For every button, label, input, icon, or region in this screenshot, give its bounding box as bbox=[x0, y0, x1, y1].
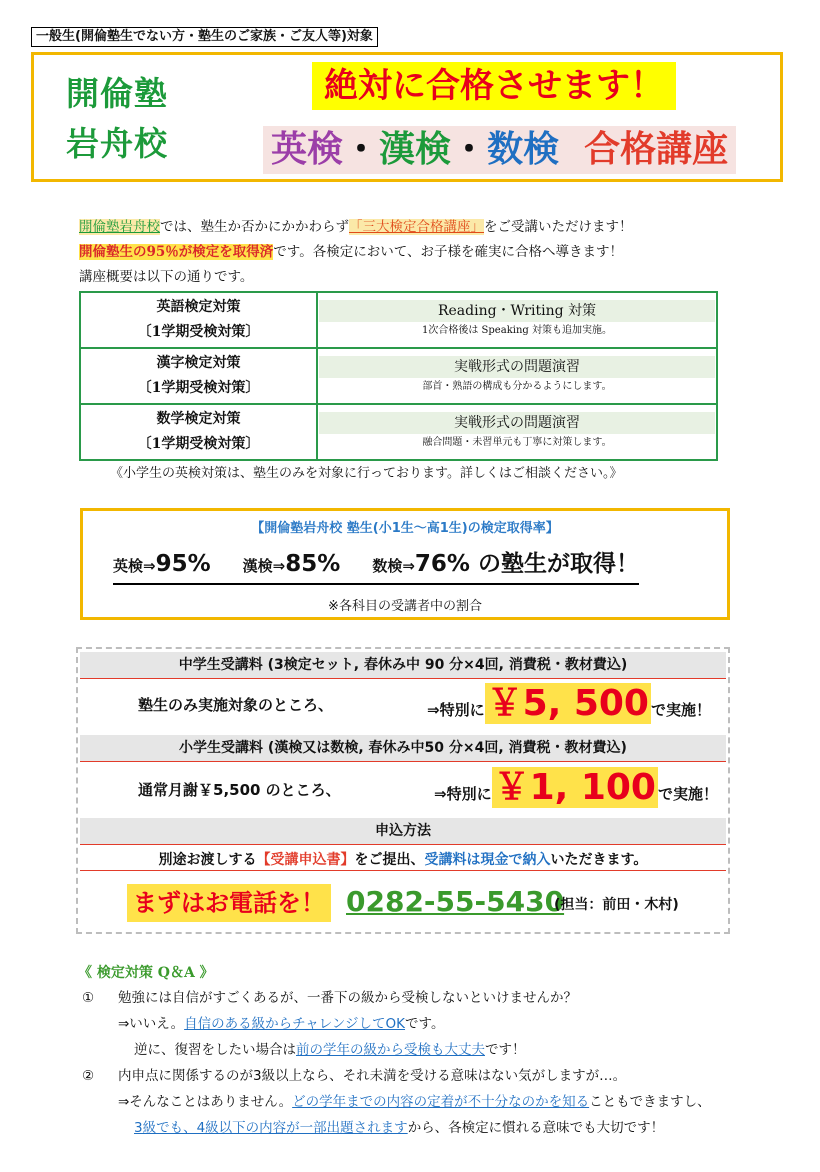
target-audience-tag: 一般生(開倫塾生でない方・塾生のご家族・ご友人等)対象 bbox=[31, 27, 378, 47]
answer-text: から、各検定に慣れる意味でも大切です！ bbox=[407, 1120, 665, 1136]
suken-rate-label: 数検⇒ bbox=[372, 557, 415, 575]
answer-text: です。 bbox=[405, 1016, 445, 1032]
app-text: をご提出、 bbox=[354, 852, 425, 868]
course-name: 英語検定対策 bbox=[156, 299, 241, 315]
qa-number: ② bbox=[82, 1068, 95, 1084]
elementary-fee-offer bbox=[434, 768, 718, 808]
qa-question-1: 勉強には自信がすごくあるが、一番下の級から受検しないといけませんか？ bbox=[118, 990, 577, 1006]
phone-number[interactable]: 0282-55-5430 bbox=[346, 885, 565, 918]
middle-price: ￥5, 500 bbox=[486, 683, 649, 724]
course-main: 実戦形式の問題演習 bbox=[319, 356, 715, 378]
kanken-rate-value: 85% bbox=[285, 551, 341, 577]
offer-end: で実施！ bbox=[650, 701, 711, 719]
divider bbox=[80, 678, 726, 679]
app-text: 別途お渡しする bbox=[158, 852, 257, 868]
answer-highlight: 前の学年の級から受検も大丈夫 bbox=[296, 1042, 485, 1058]
answer-text: ⇒いいえ。 bbox=[118, 1016, 185, 1032]
course-term: 〔1学期受検対策〕 bbox=[137, 324, 260, 340]
offer-end: で実施！ bbox=[657, 785, 718, 803]
intro-text: をご受講いただけます！ bbox=[484, 219, 633, 235]
table-row bbox=[80, 292, 717, 348]
course-sub: 1次合格後は Speaking 対策も追加実施。 bbox=[422, 325, 612, 336]
middle-fee-condition: 塾生のみ実施対象のところ、 bbox=[138, 696, 334, 714]
course-main: 実戦形式の問題演習 bbox=[319, 412, 715, 434]
dot-separator: ・ bbox=[451, 129, 488, 170]
course-name: 数学検定対策 bbox=[156, 411, 241, 427]
application-instructions bbox=[80, 849, 726, 869]
special-label: ⇒特別に bbox=[434, 785, 492, 803]
course-name-cell bbox=[80, 292, 317, 348]
special-label: ⇒特別に bbox=[427, 701, 485, 719]
course-sub: 融合問題・未習単元も丁寧に対策します。 bbox=[422, 437, 612, 448]
answer-highlight: 3級でも、4級以下の内容が一部出題されます bbox=[134, 1120, 408, 1136]
course-detail-cell bbox=[317, 348, 717, 404]
rate-suffix: の塾生が取得！ bbox=[478, 551, 639, 577]
rate-title: 【開倫塾岩舟校 塾生(小1生～高1生)の検定取得率】 bbox=[251, 521, 559, 536]
table-row bbox=[80, 348, 717, 404]
course-term: 〔1学期受検対策〕 bbox=[137, 380, 260, 396]
course-name: 漢字検定対策 bbox=[156, 355, 241, 371]
course-name-cell bbox=[80, 348, 317, 404]
eiken-label: 英検 bbox=[271, 129, 344, 170]
table-row bbox=[80, 404, 717, 460]
dot-separator: ・ bbox=[343, 129, 380, 170]
course-note: 《小学生の英検対策は、塾生のみを対象に行っております。詳しくはご相談ください。》 bbox=[110, 466, 623, 481]
elementary-fee-condition: 通常月謝￥5,500 のところ、 bbox=[138, 781, 341, 799]
qa-answer-2 bbox=[118, 1090, 711, 1114]
qa-title: 《 検定対策 Q＆A 》 bbox=[78, 965, 214, 981]
payment-label: 受講料は現金で納入 bbox=[424, 852, 551, 868]
answer-highlight: どの学年までの内容の定着が不十分なのかを知る bbox=[292, 1094, 590, 1110]
eiken-rate-label: 英検⇒ bbox=[113, 557, 156, 575]
kanken-rate-label: 漢検⇒ bbox=[242, 557, 286, 575]
app-text: いただきます。 bbox=[550, 852, 648, 868]
eiken-rate-value: 95% bbox=[155, 551, 211, 577]
middle-school-fee-header: 中学生受講料 (3検定セット, 春休み中 90 分×4回, 消費税・教材費込) bbox=[80, 652, 726, 678]
qa-answer-1b bbox=[134, 1038, 526, 1062]
intro-course-name: 「三大検定合格講座」 bbox=[349, 219, 484, 235]
intro-line-3: 講座概要は以下の通りです。 bbox=[79, 269, 254, 285]
middle-fee-offer bbox=[427, 684, 711, 724]
intro-text: です。各検定において、お子様を確実に合格へ導きます！ bbox=[273, 244, 623, 260]
kanken-label: 漢検 bbox=[379, 129, 452, 170]
qa-number: ① bbox=[82, 990, 95, 1006]
course-detail-cell bbox=[317, 292, 717, 348]
course-main: Reading・Writing 対策 bbox=[319, 300, 715, 322]
divider bbox=[80, 761, 726, 762]
call-prompt: まずはお電話を！ bbox=[127, 884, 331, 922]
course-table bbox=[79, 291, 718, 461]
school-name-line1: 開倫塾 bbox=[66, 74, 168, 113]
divider bbox=[80, 870, 726, 871]
application-form-label: 【受講申込書】 bbox=[256, 852, 355, 868]
school-name-line2: 岩舟校 bbox=[66, 124, 168, 163]
divider bbox=[80, 844, 726, 845]
rate-line bbox=[113, 547, 639, 585]
elementary-fee-header: 小学生受講料 (漢検又は数検, 春休み中50 分×4回, 消費税・教材費込) bbox=[80, 735, 726, 761]
answer-text: こともできますし、 bbox=[589, 1094, 711, 1110]
answer-highlight: 自信のある級からチャレンジしてOK bbox=[184, 1016, 406, 1032]
intro-line-1 bbox=[79, 216, 633, 239]
course-label: 合格講座 bbox=[584, 129, 729, 170]
rate-note: ※各科目の受講者中の割合 bbox=[328, 599, 482, 614]
intro-line-2 bbox=[79, 241, 623, 264]
intro-school: 開倫塾岩舟校 bbox=[79, 219, 160, 235]
qa-answer-2b bbox=[134, 1116, 664, 1140]
answer-text: 逆に、復習をしたい場合は bbox=[134, 1042, 296, 1058]
answer-text: です！ bbox=[485, 1042, 526, 1058]
elementary-price: ￥1, 100 bbox=[493, 767, 656, 808]
course-detail-cell bbox=[317, 404, 717, 460]
qa-answer-1 bbox=[118, 1012, 444, 1036]
contact-persons: (担当：前田・木村) bbox=[554, 897, 679, 913]
course-term: 〔1学期受検対策〕 bbox=[137, 436, 260, 452]
answer-text: ⇒そんなことはありません。 bbox=[118, 1094, 293, 1110]
course-sub: 部首・熟語の構成も分かるようにします。 bbox=[422, 381, 612, 392]
qa-question-2: 内申点に関係するのが3級以上なら、それ未満を受ける意味はない気がしますが…。 bbox=[118, 1068, 627, 1084]
application-header: 申込方法 bbox=[80, 818, 726, 844]
slogan: 絶対に合格させます！ bbox=[312, 62, 676, 110]
subjects-title bbox=[263, 126, 736, 174]
suken-rate-value: 76% bbox=[414, 551, 470, 577]
intro-rate-highlight: 開倫塾生の95％が検定を取得済 bbox=[79, 244, 274, 260]
suken-label: 数検 bbox=[487, 129, 560, 170]
course-name-cell bbox=[80, 404, 317, 460]
intro-text: では、塾生か否かにかかわらず bbox=[160, 219, 349, 235]
